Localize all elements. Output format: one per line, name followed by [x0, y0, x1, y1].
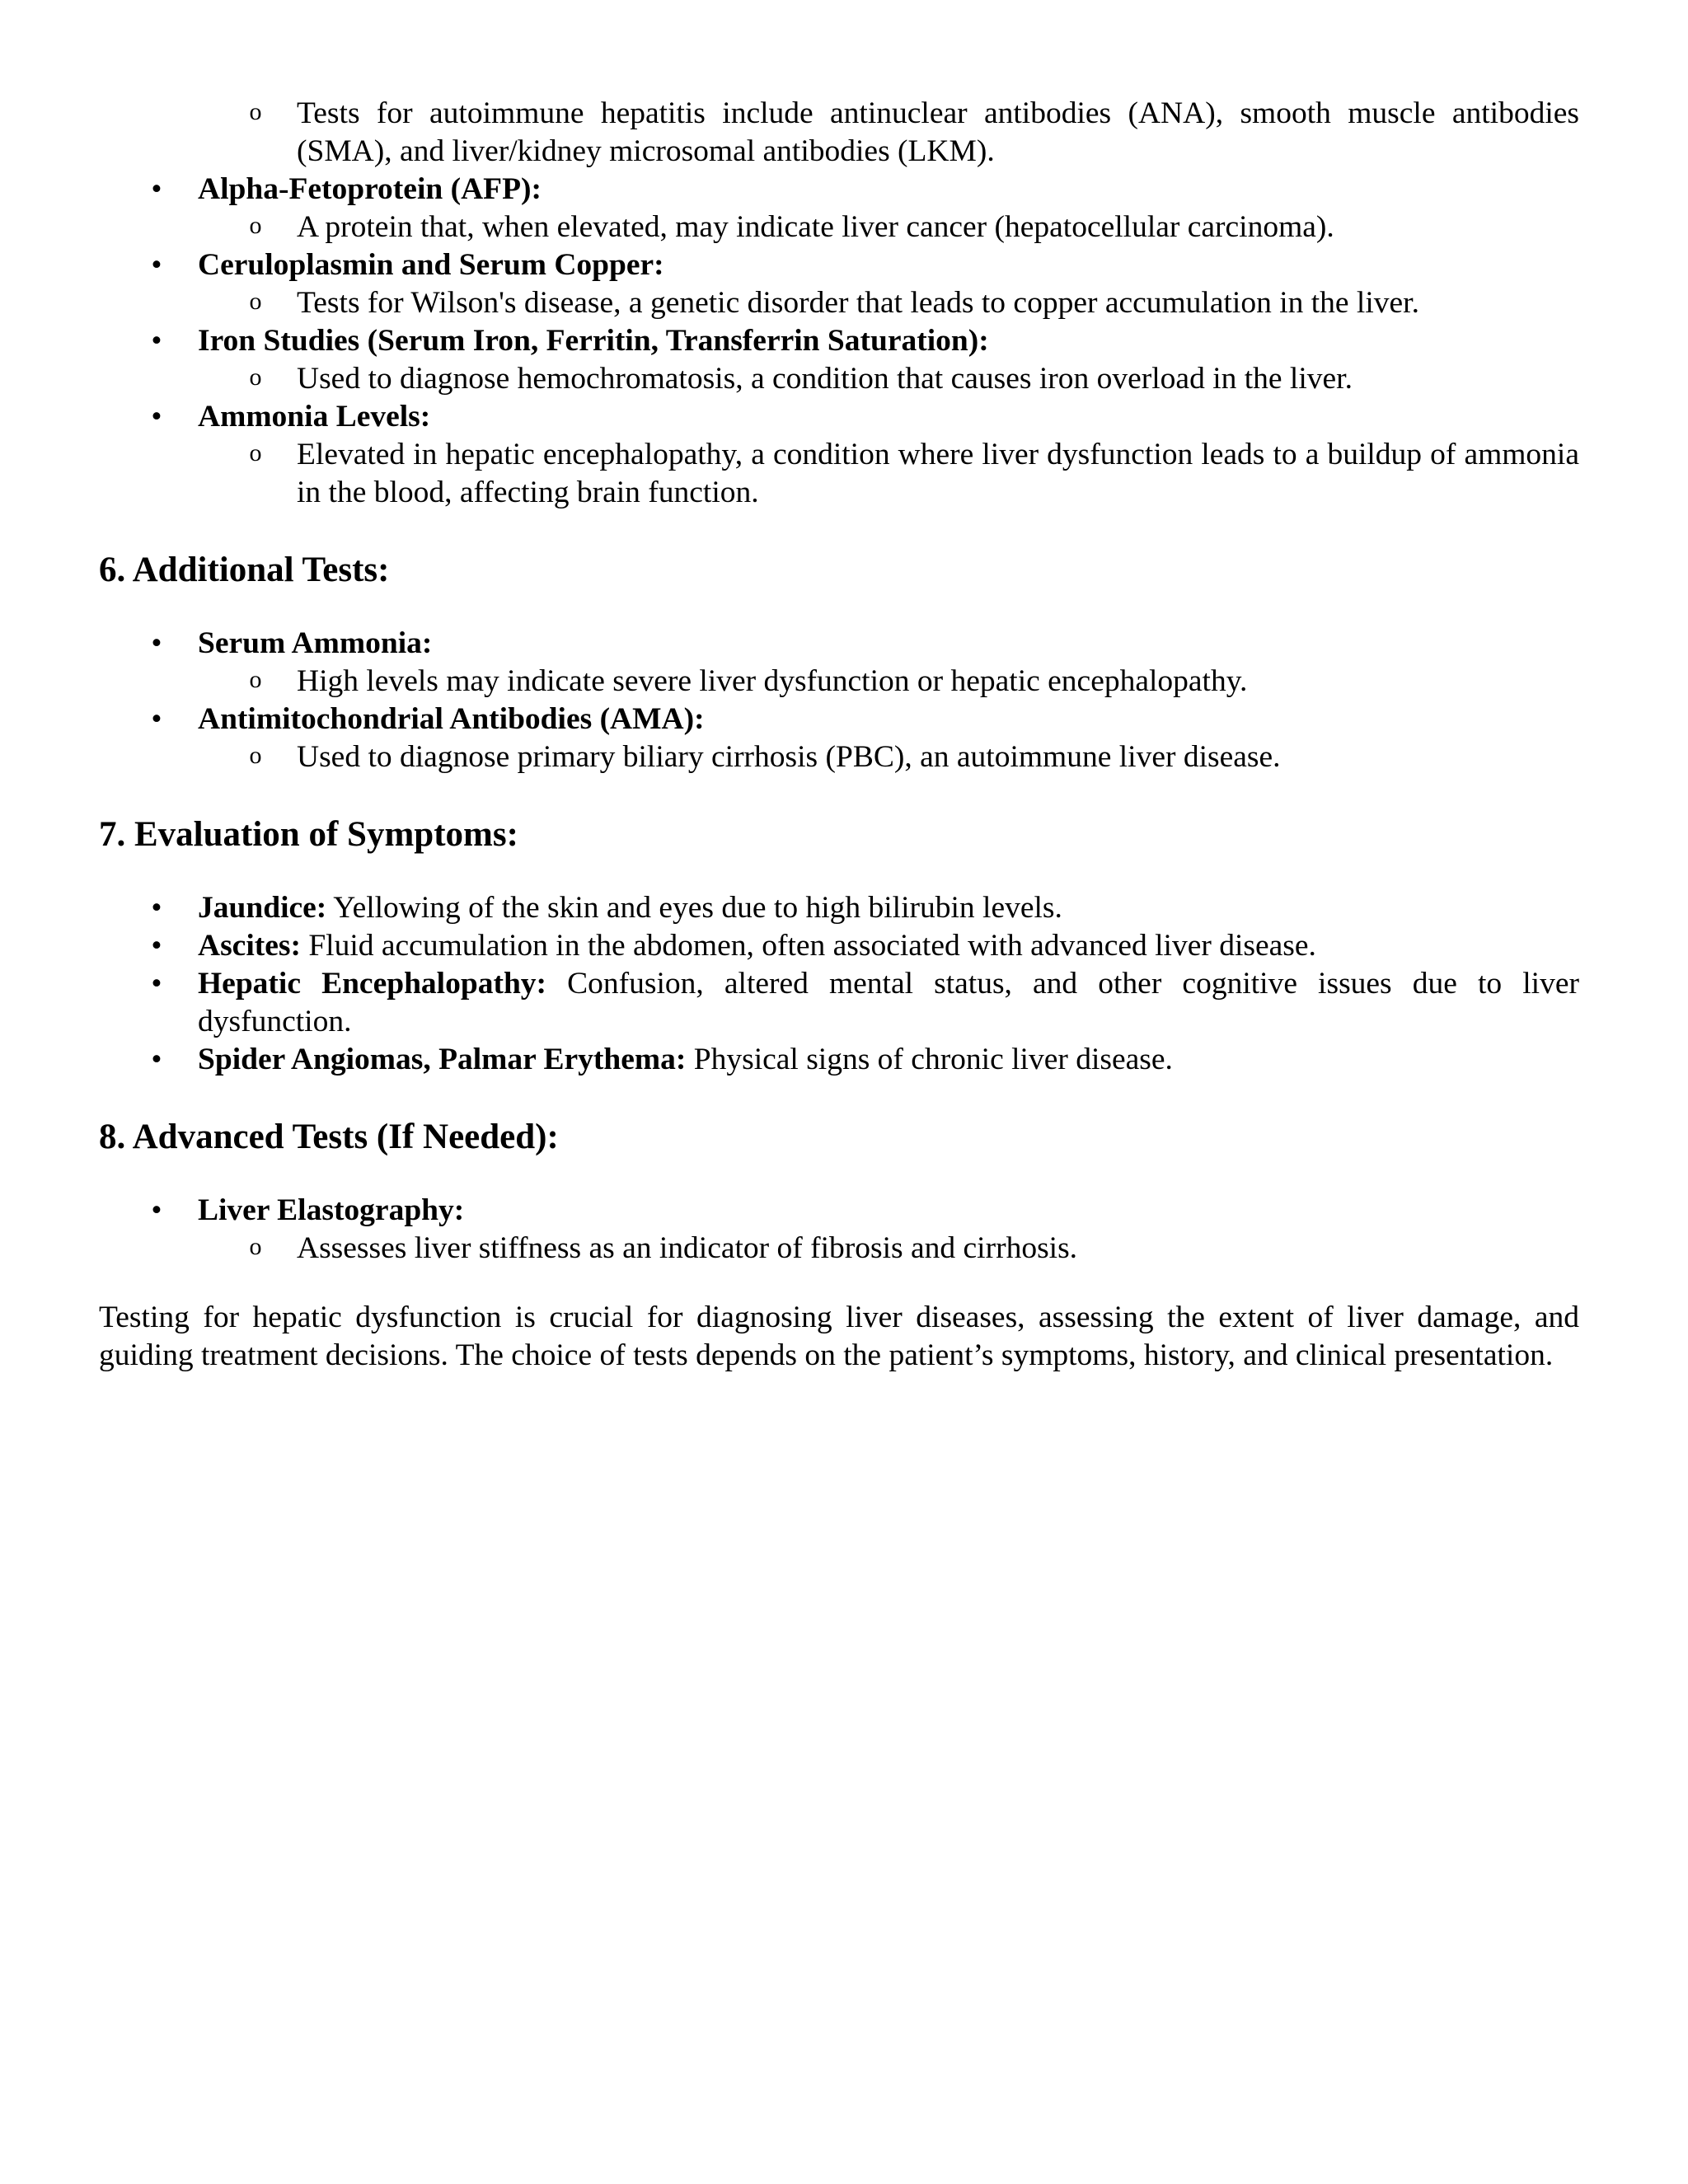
item-label: Serum Ammonia: — [198, 626, 433, 660]
additional-tests-list — [99, 625, 1579, 776]
item-label: Jaundice: — [198, 891, 327, 925]
bullet-icon: • — [151, 324, 162, 358]
item-label: Liver Elastography: — [198, 1193, 465, 1227]
bullet-icon: • — [151, 400, 162, 434]
sub-item-text: Tests for autoimmune hepatitis include antinuclear antibodies (ANA), smooth muscle antibodies (SMA), and liver/kidney microsomal antibodies (LKM). — [297, 96, 1579, 168]
sub-bullet-icon: o — [249, 212, 262, 239]
sub-list — [198, 284, 1579, 322]
spacer — [99, 592, 1579, 625]
item-label: Ascites: — [198, 929, 301, 963]
bullet-icon: • — [151, 1043, 162, 1076]
sub-item-text: A protein that, when elevated, may indicate liver cancer (hepatocellular carcinoma). — [297, 210, 1334, 244]
sub-list-item — [99, 360, 1579, 398]
sub-item-text: Used to diagnose primary biliary cirrhosis (PBC), an autoimmune liver disease. — [297, 740, 1281, 774]
sub-bullet-icon: o — [249, 288, 262, 315]
sub-list-item — [99, 436, 1579, 512]
list-item-jaundice — [99, 889, 1579, 927]
item-label: Ammonia Levels: — [198, 400, 431, 434]
sub-list-item — [99, 738, 1579, 776]
item-label: Iron Studies (Serum Iron, Ferritin, Transferrin Saturation): — [198, 324, 989, 358]
sub-bullet-icon: o — [249, 666, 262, 693]
item-label: Spider Angiomas, Palmar Erythema: — [198, 1043, 687, 1076]
section-heading-evaluation-of-symptoms: 7. Evaluation of Symptoms: — [99, 815, 518, 854]
spacer — [99, 1159, 1579, 1192]
sub-bullet-icon: o — [249, 98, 262, 125]
item-label: Hepatic Encephalopathy: — [198, 967, 547, 1001]
sub-list — [198, 360, 1579, 398]
list-item-ammonia-levels — [99, 398, 1579, 512]
bullet-icon: • — [151, 702, 162, 736]
item-text: Confusion, altered mental status, and other cognitive issues due to liver dysfunction. — [198, 967, 1579, 1038]
spacer — [99, 1268, 1579, 1299]
list-item-ceruloplasmin — [99, 246, 1579, 322]
spacer — [99, 856, 1579, 889]
bullet-icon: • — [151, 248, 162, 282]
list-item-afp — [99, 171, 1579, 246]
sub-bullet-icon: o — [249, 363, 262, 391]
list-item-continued — [99, 95, 1579, 171]
closing-paragraph: Testing for hepatic dysfunction is crucial for diagnosing liver diseases, assessing the extent of liver damage, and guiding treatment decisions. The choice of tests depends on the patient’s symptoms, history, and clinical presentation. — [99, 1301, 1579, 1372]
symptoms-list — [99, 889, 1579, 1079]
sub-list-item — [99, 1230, 1579, 1268]
sub-list — [198, 738, 1579, 776]
sub-bullet-icon: o — [249, 439, 262, 466]
bullet-icon: • — [151, 172, 162, 206]
sub-item-text: Used to diagnose hemochromatosis, a condition that causes iron overload in the liver. — [297, 362, 1353, 396]
spacer — [99, 512, 1579, 549]
item-text: Fluid accumulation in the abdomen, often associated with advanced liver disease. — [300, 929, 1316, 963]
bullet-icon: • — [151, 626, 162, 660]
sub-bullet-icon: o — [249, 1233, 262, 1260]
sub-list — [198, 663, 1579, 701]
sub-list-item — [99, 663, 1579, 701]
spacer — [99, 1079, 1579, 1116]
sub-list — [99, 95, 1579, 171]
sub-list-item — [99, 95, 1579, 171]
list-item-liver-elastography — [99, 1192, 1579, 1268]
item-text: Yellowing of the skin and eyes due to high bilirubin levels. — [326, 891, 1062, 925]
list-item-ama — [99, 701, 1579, 776]
bullet-icon: • — [151, 929, 162, 963]
sub-list — [198, 209, 1579, 246]
list-item-iron-studies — [99, 322, 1579, 398]
sub-item-text: Tests for Wilson's disease, a genetic disorder that leads to copper accumulation in the liver. — [297, 286, 1419, 320]
list-item-spider-angiomas — [99, 1041, 1579, 1079]
advanced-tests-list — [99, 1192, 1579, 1268]
list-item-hepatic-encephalopathy — [99, 965, 1579, 1041]
section-heading-advanced-tests: 8. Advanced Tests (If Needed): — [99, 1118, 559, 1156]
lab-tests-list — [99, 95, 1579, 512]
bullet-icon: • — [151, 891, 162, 925]
bullet-icon: • — [151, 967, 162, 1001]
sub-list-item — [99, 209, 1579, 246]
item-label: Alpha-Fetoprotein (AFP): — [198, 172, 542, 206]
sub-list-item — [99, 284, 1579, 322]
sub-item-text: Assesses liver stiffness as an indicator of fibrosis and cirrhosis. — [297, 1231, 1078, 1265]
item-label: Antimitochondrial Antibodies (AMA): — [198, 702, 705, 736]
sub-list — [198, 436, 1579, 512]
section-heading-additional-tests: 6. Additional Tests: — [99, 551, 390, 589]
bullet-icon: • — [151, 1193, 162, 1227]
item-text: Physical signs of chronic liver disease. — [686, 1043, 1173, 1076]
list-item-serum-ammonia — [99, 625, 1579, 701]
sub-bullet-icon: o — [249, 742, 262, 769]
sub-item-text: High levels may indicate severe liver dysfunction or hepatic encephalopathy. — [297, 664, 1248, 698]
list-item-ascites — [99, 927, 1579, 965]
item-label: Ceruloplasmin and Serum Copper: — [198, 248, 664, 282]
spacer — [99, 776, 1579, 813]
sub-list — [198, 1230, 1579, 1268]
sub-item-text: Elevated in hepatic encephalopathy, a condition where liver dysfunction leads to a buildup of ammonia in the blood, affecting brain function. — [297, 438, 1579, 509]
